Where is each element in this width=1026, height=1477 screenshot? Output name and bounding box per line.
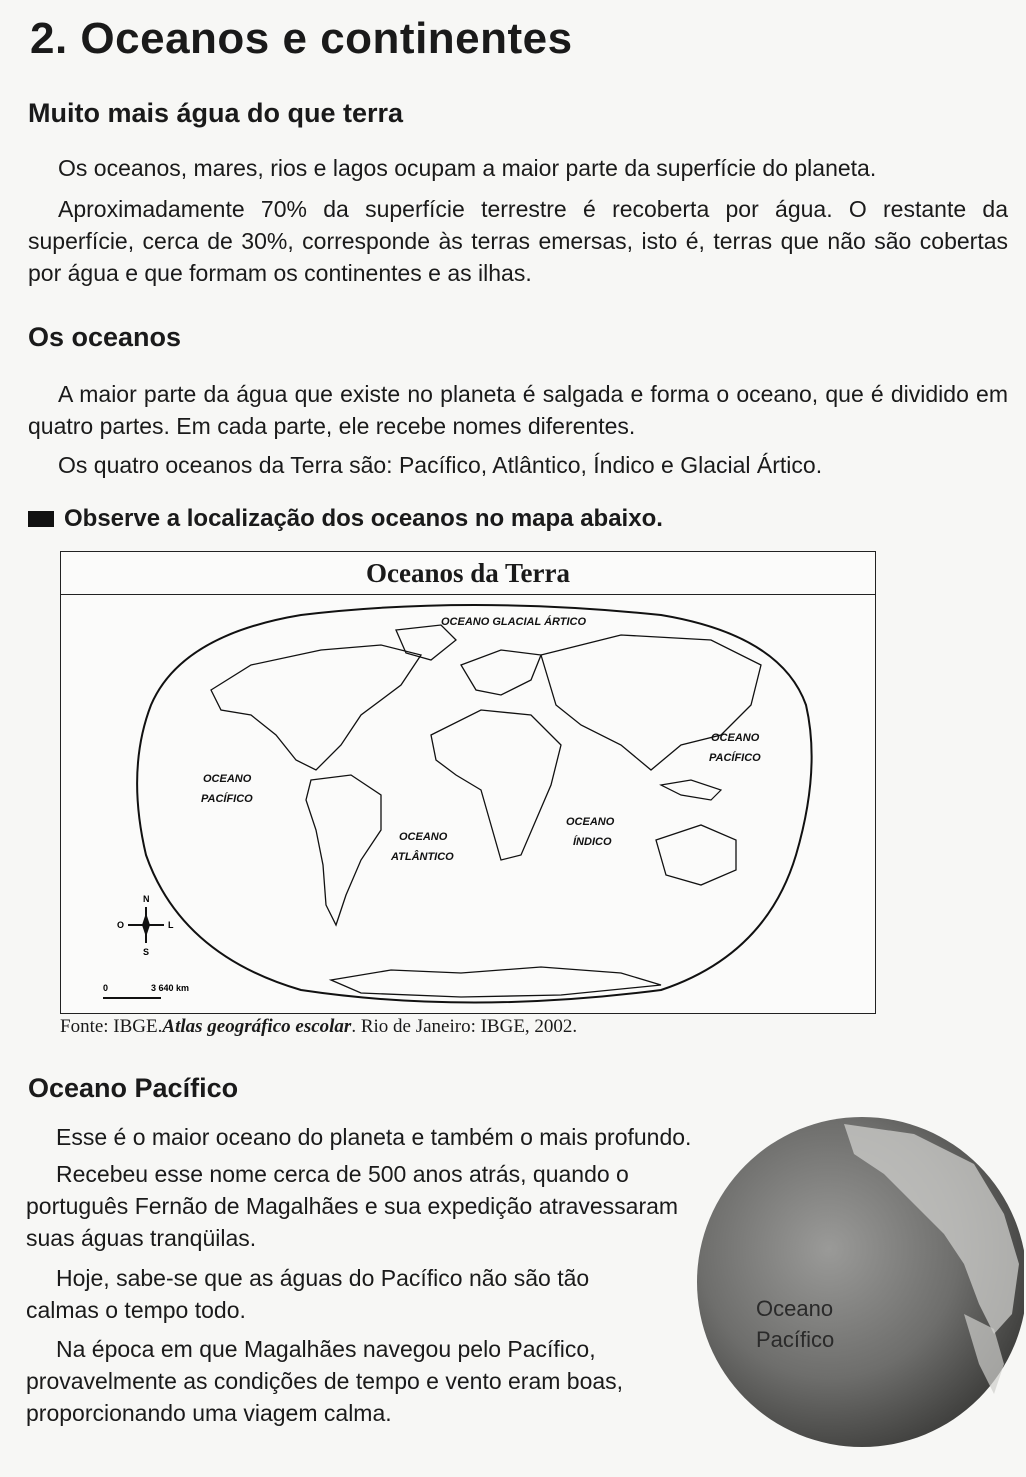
section-heading-oceans: Os oceanos	[28, 322, 182, 352]
continent-greenland	[396, 625, 456, 660]
paragraph: Recebeu esse nome cerca de 500 anos atrás, quando o português Fernão de Magalhães e sua expedição atravessaram suas águas tranqüilas.	[26, 1161, 679, 1251]
compass-s: S	[143, 947, 150, 957]
world-map-figure	[60, 551, 876, 1014]
map-label-atlantic: ATLÂNTICO	[391, 851, 454, 863]
paragraph: Os quatro oceanos da Terra são: Pacífico, Atlântico, Índico e Glacial Ártico.	[58, 452, 823, 478]
continent-australia	[656, 825, 736, 885]
continent-europe	[461, 650, 541, 695]
paragraph: Os oceanos, mares, rios e lagos ocupam a maior parte da superfície do planeta.	[58, 155, 877, 181]
paragraph: Hoje, sabe-se que as águas do Pacífico não são tão calmas o tempo todo.	[26, 1265, 590, 1323]
paragraph: Na época em que Magalhães navegou pelo Pacífico, provavelmente as condições de tempo e vento eram boas, proporcionando uma viagem calma.	[26, 1336, 624, 1426]
source-prefix: Fonte: IBGE.	[60, 1016, 163, 1037]
instruction-text: Observe a localização dos oceanos no mapa abaixo.	[64, 505, 663, 532]
square-bullet-icon	[28, 511, 54, 527]
paragraph: A maior parte da água que existe no planeta é salgada e forma o oceano, que é dividido em quatro partes. Em cada parte, ele recebe nomes diferentes.	[28, 381, 1008, 439]
compass-e: L	[168, 920, 174, 930]
compass-rose-icon	[117, 894, 174, 957]
scale-bar	[103, 983, 189, 998]
continent-antarctica	[331, 967, 661, 997]
islands-indonesia	[661, 780, 721, 800]
section-heading-water: Muito mais água do que terra	[28, 98, 404, 128]
continent-africa	[431, 710, 561, 860]
paragraph: Esse é o maior oceano do planeta e também o mais profundo.	[56, 1124, 692, 1150]
instruction	[28, 505, 663, 533]
map-label-indian: OCEANO	[566, 816, 615, 828]
scale-zero: 0	[103, 983, 109, 993]
continent-south-america	[306, 775, 381, 925]
page-title: 2. Oceanos e continentes	[30, 14, 573, 63]
map-label-pacific-west: PACÍFICO	[201, 793, 253, 805]
globe-label: Pacífico	[756, 1327, 835, 1352]
map-source	[60, 1016, 577, 1038]
map-label-pacific-west: OCEANO	[203, 773, 252, 785]
map-label-pacific-east: OCEANO	[711, 732, 760, 744]
continent-asia	[541, 635, 761, 770]
map-title: Oceanos da Terra	[61, 552, 875, 595]
compass-w: O	[117, 920, 125, 930]
section-heading-pacific: Oceano Pacífico	[28, 1073, 239, 1103]
compass-n: N	[143, 894, 150, 904]
map-label-indian: ÍNDICO	[573, 836, 612, 848]
globe-image	[694, 1114, 1024, 1459]
map-label-arctic: OCEANO GLACIAL ÁRTICO	[441, 616, 587, 628]
scale-distance: 3 640 km	[151, 983, 190, 993]
world-map	[61, 595, 875, 1013]
map-label-pacific-east: PACÍFICO	[709, 752, 761, 764]
continent-north-america	[211, 645, 421, 770]
globe-label: Oceano	[756, 1296, 834, 1321]
source-title: Atlas geográfico escolar	[162, 1016, 352, 1037]
map-label-atlantic: OCEANO	[399, 831, 448, 843]
source-suffix: . Rio de Janeiro: IBGE, 2002.	[351, 1016, 578, 1037]
paragraph: Aproximadamente 70% da superfície terrestre é recoberta por água. O restante da superfície, cerca de 30%, corresponde às terras emersas, isto é, terras que não são cobertas por água e que formam os continentes e as ilhas.	[28, 196, 1008, 286]
